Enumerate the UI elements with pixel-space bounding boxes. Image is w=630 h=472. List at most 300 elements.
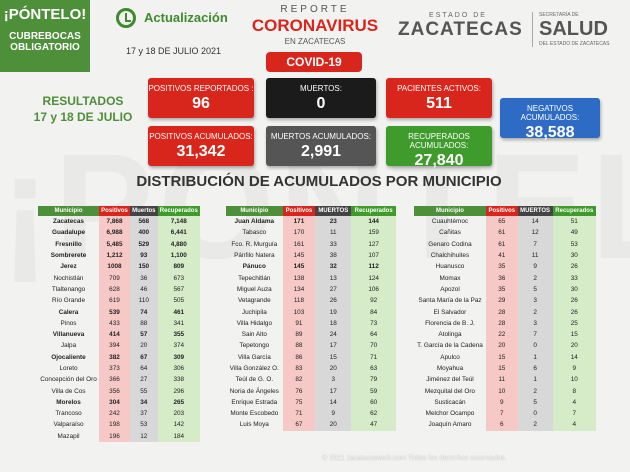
positives-cell: 35 xyxy=(486,284,518,295)
positives-cell: 83 xyxy=(283,363,316,374)
table-row xyxy=(38,352,200,363)
recovered-cell: 309 xyxy=(158,352,200,363)
deaths-cell: 12 xyxy=(130,431,158,442)
deaths-cell: 110 xyxy=(130,295,158,306)
municipality-cell: Moyahua xyxy=(436,365,464,372)
salud-small-bottom: DEL ESTADO DE ZACATECAS xyxy=(539,41,610,47)
recovered-cell: 809 xyxy=(158,261,200,272)
results-line2: 17 y 18 DE JULIO xyxy=(33,110,133,124)
box-value: 27,840 xyxy=(414,152,464,169)
table-row xyxy=(38,340,200,351)
positives-cell: 76 xyxy=(283,385,316,396)
box-value: 38,588 xyxy=(525,124,575,141)
box-label: RECUPERADOS ACUMULADOS: xyxy=(408,132,470,150)
deaths-cell: 17 xyxy=(315,385,351,396)
positives-cell: 82 xyxy=(283,374,316,385)
estado-big: ZACATECAS xyxy=(398,19,523,40)
report-line3: EN ZACATECAS xyxy=(284,37,346,46)
table-row xyxy=(38,419,200,430)
municipality-cell: Genaro Codina xyxy=(428,240,472,248)
table-row xyxy=(414,318,596,329)
municipality-table-3 xyxy=(414,206,596,431)
deaths-cell: 18 xyxy=(315,318,351,329)
recovered-cell: 112 xyxy=(351,261,396,272)
report-line2: CORONAVIRUS xyxy=(251,16,379,35)
mask-badge xyxy=(0,0,90,72)
table-row xyxy=(38,295,200,306)
table-row xyxy=(226,352,396,363)
box-label: POSITIVOS REPORTADOS : xyxy=(148,84,254,93)
positives-cell: 35 xyxy=(486,261,518,272)
positives-cell: 356 xyxy=(99,385,130,396)
deaths-cell: 26 xyxy=(315,295,351,306)
column-header: Muertos xyxy=(130,206,158,216)
pacientes-activos-box xyxy=(386,78,492,118)
box-value: 511 xyxy=(426,95,452,112)
positives-cell: 145 xyxy=(283,261,316,272)
recovered-cell: 4 xyxy=(553,397,596,408)
municipality-cell: Sombrerete xyxy=(50,252,87,260)
recovered-cell: 9 xyxy=(553,363,596,374)
recovered-cell: 4,880 xyxy=(158,239,200,250)
deaths-cell: 0 xyxy=(518,408,553,419)
positives-cell: 134 xyxy=(283,284,316,295)
municipality-cell: Atolinga xyxy=(438,331,462,339)
recovered-cell: 15 xyxy=(553,329,596,340)
estado-logo xyxy=(398,12,523,41)
badge-line1: ¡PÓNTELO! xyxy=(3,6,87,23)
table-row xyxy=(226,397,396,408)
deaths-cell: 3 xyxy=(315,374,351,385)
municipality-cell: Miguel Auza xyxy=(236,285,272,293)
table-row xyxy=(414,397,596,408)
deaths-cell: 88 xyxy=(130,318,158,329)
municipality-cell: Villa García xyxy=(237,353,271,361)
recovered-cell: 64 xyxy=(351,329,396,340)
deaths-cell: 64 xyxy=(130,363,158,374)
table-row xyxy=(226,227,396,238)
box-value: 31,342 xyxy=(176,143,226,160)
deaths-cell: 24 xyxy=(315,329,351,340)
table-row xyxy=(414,306,596,317)
results-heading xyxy=(28,93,138,125)
deaths-cell: 9 xyxy=(518,261,553,272)
municipality-cell: Nochistlán xyxy=(53,274,84,282)
positives-cell: 366 xyxy=(99,374,130,385)
deaths-cell: 2 xyxy=(518,385,553,396)
positives-cell: 628 xyxy=(99,284,130,295)
recovered-cell: 53 xyxy=(553,239,596,250)
table-row xyxy=(414,227,596,238)
deaths-cell: 20 xyxy=(315,363,351,374)
table-row xyxy=(38,216,200,227)
recovered-cell: 79 xyxy=(351,374,396,385)
municipality-cell: Calera xyxy=(58,308,79,316)
column-header: Positivos xyxy=(99,206,130,216)
positives-cell: 41 xyxy=(486,250,518,261)
muertos-box xyxy=(266,78,376,118)
deaths-cell: 150 xyxy=(130,261,158,272)
table-row xyxy=(226,250,396,261)
recovered-cell: 33 xyxy=(553,272,596,283)
municipality-cell: Florencia de B. J. xyxy=(425,319,475,327)
table-header-row xyxy=(38,206,200,216)
table-row xyxy=(38,284,200,295)
table-row xyxy=(414,419,596,430)
positives-cell: 170 xyxy=(283,227,316,238)
recovered-cell: 84 xyxy=(351,306,396,317)
municipality-cell: Tepetongo xyxy=(239,342,270,350)
table-row xyxy=(414,261,596,272)
positives-cell: 103 xyxy=(283,306,316,317)
municipality-cell: Jerez xyxy=(60,263,77,271)
deaths-cell: 37 xyxy=(130,408,158,419)
positives-cell: 71 xyxy=(283,408,316,419)
recovered-cell: 30 xyxy=(553,284,596,295)
box-label: PACIENTES ACTIVOS: xyxy=(397,84,481,93)
deaths-cell: 46 xyxy=(130,284,158,295)
municipality-cell: Río Grande xyxy=(51,297,86,305)
table-row xyxy=(38,318,200,329)
deaths-cell: 6 xyxy=(518,363,553,374)
clock-icon xyxy=(116,8,136,28)
box-value: 0 xyxy=(316,95,326,112)
positives-cell: 28 xyxy=(486,306,518,317)
municipality-cell: Vetagrande xyxy=(237,297,271,305)
box-value: 2,991 xyxy=(300,143,342,160)
positives-cell: 198 xyxy=(99,419,130,430)
report-logo xyxy=(250,4,380,46)
municipality-cell: Villa de Cos xyxy=(51,387,86,395)
table-row xyxy=(38,306,200,317)
recuperados-acumulados-box xyxy=(386,126,492,169)
deaths-cell: 20 xyxy=(130,340,158,351)
recovered-cell: 184 xyxy=(158,431,200,442)
table-row xyxy=(226,239,396,250)
deaths-cell: 2 xyxy=(518,419,553,430)
recovered-cell: 203 xyxy=(158,408,200,419)
positives-cell: 75 xyxy=(283,397,316,408)
positives-cell: 6 xyxy=(486,419,518,430)
column-header: Municipio xyxy=(226,206,283,216)
municipality-cell: Santa María de la Paz xyxy=(418,297,482,305)
table-row xyxy=(38,374,200,385)
deaths-cell: 32 xyxy=(315,261,351,272)
deaths-cell: 7 xyxy=(518,239,553,250)
positives-cell: 15 xyxy=(486,352,518,363)
municipality-cell: Momax xyxy=(439,274,461,282)
table-row xyxy=(414,408,596,419)
municipality-cell: Pinos xyxy=(60,319,77,327)
municipality-cell: Loreto xyxy=(59,365,78,372)
recovered-cell: 341 xyxy=(158,318,200,329)
positives-cell: 67 xyxy=(283,419,316,430)
table-row xyxy=(38,408,200,419)
municipality-cell: Jiménez del Teúl xyxy=(426,376,474,384)
positives-cell: 394 xyxy=(99,340,130,351)
positives-cell: 61 xyxy=(486,227,518,238)
recovered-cell: 505 xyxy=(158,295,200,306)
recovered-cell: 26 xyxy=(553,261,596,272)
deaths-cell: 93 xyxy=(130,250,158,261)
table-row xyxy=(38,261,200,272)
deaths-cell: 19 xyxy=(315,306,351,317)
negativos-acumulados-box xyxy=(500,98,600,141)
column-header: MUERTOS xyxy=(315,206,351,216)
deaths-cell: 14 xyxy=(315,397,351,408)
deaths-cell: 27 xyxy=(130,374,158,385)
municipality-cell: Monte Escobedo xyxy=(230,410,279,418)
municipality-cell: Fco. R. Murguía xyxy=(231,240,278,248)
municipality-cell: Villanueva xyxy=(52,331,85,339)
positives-cell: 15 xyxy=(486,363,518,374)
deaths-cell: 33 xyxy=(315,239,351,250)
salud-small-top: SECRETARÍA DE xyxy=(539,12,579,18)
positives-cell: 382 xyxy=(99,352,130,363)
watermark: © 2021 zacatecasweb.com Todos los derechos reservados. xyxy=(322,455,507,462)
recovered-cell: 144 xyxy=(351,216,396,227)
table-row xyxy=(226,419,396,430)
recovered-cell: 73 xyxy=(351,318,396,329)
positives-cell: 145 xyxy=(283,250,316,261)
municipality-cell: Enrique Estrada xyxy=(231,398,278,406)
deaths-cell: 53 xyxy=(130,419,158,430)
deaths-cell: 34 xyxy=(130,397,158,408)
positives-cell: 86 xyxy=(283,352,316,363)
municipality-cell: Ojocaliente xyxy=(51,353,86,361)
municipality-cell: Zacatecas xyxy=(53,218,84,226)
table-row xyxy=(226,363,396,374)
recovered-cell: 7 xyxy=(553,408,596,419)
recovered-cell: 296 xyxy=(158,385,200,396)
municipality-cell: Teúl de G. O. xyxy=(235,376,274,384)
municipality-cell: Melchor Ocampo xyxy=(425,410,475,418)
positives-cell: 619 xyxy=(99,295,130,306)
deaths-cell: 23 xyxy=(315,216,351,227)
positives-cell: 9 xyxy=(486,397,518,408)
positives-cell: 414 xyxy=(99,329,130,340)
recovered-cell: 26 xyxy=(553,306,596,317)
column-header: Positivos xyxy=(283,206,316,216)
recovered-cell: 60 xyxy=(351,397,396,408)
municipality-cell: Apulco xyxy=(440,353,460,361)
positives-cell: 304 xyxy=(99,397,130,408)
table-row xyxy=(38,227,200,238)
municipality-cell: Tabasco xyxy=(242,229,267,237)
recovered-cell: 63 xyxy=(351,363,396,374)
positives-cell: 7,868 xyxy=(99,216,130,227)
recovered-cell: 26 xyxy=(553,295,596,306)
table-row xyxy=(414,385,596,396)
deaths-cell: 67 xyxy=(130,352,158,363)
deaths-cell: 3 xyxy=(518,318,553,329)
municipality-cell: Joaquín Amaro xyxy=(428,421,472,429)
table-row xyxy=(226,284,396,295)
recovered-cell: 92 xyxy=(351,295,396,306)
deaths-cell: 57 xyxy=(130,329,158,340)
recovered-cell: 374 xyxy=(158,340,200,351)
badge-line3: OBLIGATORIO xyxy=(10,42,80,53)
positives-cell: 89 xyxy=(283,329,316,340)
deaths-cell: 2 xyxy=(518,272,553,283)
municipality-cell: Trancoso xyxy=(55,410,82,418)
deaths-cell: 9 xyxy=(315,408,351,419)
recovered-cell: 673 xyxy=(158,272,200,283)
results-line1: RESULTADOS xyxy=(42,94,124,108)
table-row xyxy=(38,329,200,340)
positives-cell: 36 xyxy=(486,272,518,283)
deaths-cell: 11 xyxy=(518,250,553,261)
municipality-table-2 xyxy=(226,206,396,431)
recovered-cell: 20 xyxy=(553,340,596,351)
municipality-cell: Morelos xyxy=(56,398,81,406)
table-row xyxy=(226,408,396,419)
positives-cell: 29 xyxy=(486,295,518,306)
municipality-cell: Cañitas xyxy=(439,229,461,237)
badge-line2: CUBREBOCAS xyxy=(9,31,81,42)
municipality-cell: Juan Aldama xyxy=(234,218,275,226)
estado-small: ESTADO DE xyxy=(429,12,487,19)
deaths-cell: 13 xyxy=(315,272,351,283)
positives-cell: 196 xyxy=(99,431,130,442)
column-header: Municipio xyxy=(414,206,486,216)
positives-cell: 138 xyxy=(283,272,316,283)
municipality-cell: Valparaíso xyxy=(53,421,84,429)
deaths-cell: 0 xyxy=(518,340,553,351)
recovered-cell: 10 xyxy=(553,374,596,385)
municipality-cell: Cuauhtémoc xyxy=(431,218,469,226)
table-row xyxy=(226,374,396,385)
municipality-cell: T. García de la Cadena xyxy=(417,342,483,350)
table-row xyxy=(414,239,596,250)
deaths-cell: 55 xyxy=(130,385,158,396)
deaths-cell: 5 xyxy=(518,284,553,295)
positives-cell: 242 xyxy=(99,408,130,419)
recovered-cell: 107 xyxy=(351,250,396,261)
positives-cell: 373 xyxy=(99,363,130,374)
table-row xyxy=(414,272,596,283)
table-row xyxy=(226,306,396,317)
positives-cell: 28 xyxy=(486,318,518,329)
update-date: 17 y 18 DE JULIO 2021 xyxy=(126,46,222,56)
box-label: POSITIVOS ACUMULADOS: xyxy=(149,132,253,141)
column-header: Recuperados xyxy=(553,206,596,216)
table-row xyxy=(226,295,396,306)
municipality-cell: Susticacán xyxy=(434,398,466,406)
recovered-cell: 127 xyxy=(351,239,396,250)
table-row xyxy=(414,363,596,374)
deaths-cell: 15 xyxy=(315,352,351,363)
positives-cell: 91 xyxy=(283,318,316,329)
table-header-row xyxy=(226,206,396,216)
box-value: 96 xyxy=(192,95,210,112)
table-row xyxy=(226,318,396,329)
table-row xyxy=(414,295,596,306)
report-line1: REPORTE xyxy=(280,4,350,15)
table-row xyxy=(38,272,200,283)
recovered-cell: 106 xyxy=(351,284,396,295)
column-header: Recuperados xyxy=(158,206,200,216)
table-row xyxy=(414,329,596,340)
table-row xyxy=(414,352,596,363)
municipality-cell: Pánfilo Natera xyxy=(234,252,275,260)
positivos-acumulados-box xyxy=(148,126,254,166)
table-row xyxy=(414,284,596,295)
table-row xyxy=(226,216,396,227)
municipality-cell: El Salvador xyxy=(433,308,467,316)
recovered-cell: 25 xyxy=(553,318,596,329)
positives-cell: 6,988 xyxy=(99,227,130,238)
muertos-acumulados-box xyxy=(266,126,376,166)
municipality-cell: Chalchihuites xyxy=(430,252,470,260)
table-row xyxy=(38,250,200,261)
deaths-cell: 1 xyxy=(518,352,553,363)
table-row xyxy=(38,363,200,374)
recovered-cell: 8 xyxy=(553,385,596,396)
recovered-cell: 7,148 xyxy=(158,216,200,227)
column-header: Positivos xyxy=(486,206,518,216)
salud-big: SALUD xyxy=(539,18,608,40)
positives-cell: 65 xyxy=(486,216,518,227)
table-row xyxy=(414,250,596,261)
positives-cell: 171 xyxy=(283,216,316,227)
municipality-cell: Noria de Ángeles xyxy=(229,387,279,395)
recovered-cell: 142 xyxy=(158,419,200,430)
deaths-cell: 12 xyxy=(518,227,553,238)
deaths-cell: 7 xyxy=(518,329,553,340)
municipality-table-1 xyxy=(38,206,200,442)
deaths-cell: 38 xyxy=(315,250,351,261)
positives-cell: 1,212 xyxy=(99,250,130,261)
table-row xyxy=(226,261,396,272)
deaths-cell: 36 xyxy=(130,272,158,283)
deaths-cell: 400 xyxy=(130,227,158,238)
municipality-cell: Tepechitlán xyxy=(238,274,271,282)
update-title: Actualización xyxy=(144,10,228,25)
positives-cell: 118 xyxy=(283,295,316,306)
column-header: MUERTOS xyxy=(518,206,553,216)
positivos-reportados-box xyxy=(148,78,254,118)
box-label: MUERTOS: xyxy=(300,84,342,93)
recovered-cell: 47 xyxy=(351,419,396,430)
recovered-cell: 265 xyxy=(158,397,200,408)
municipality-cell: Fresnillo xyxy=(55,240,82,248)
table-row xyxy=(414,216,596,227)
table-header-row xyxy=(414,206,596,216)
positives-cell: 20 xyxy=(486,340,518,351)
municipality-cell: Concepción del Oro xyxy=(40,376,97,384)
positives-cell: 10 xyxy=(486,385,518,396)
recovered-cell: 70 xyxy=(351,340,396,351)
deaths-cell: 1 xyxy=(518,374,553,385)
table-row xyxy=(38,431,200,442)
table-row xyxy=(38,397,200,408)
recovered-cell: 6,441 xyxy=(158,227,200,238)
column-header: Recuperados xyxy=(351,206,396,216)
municipality-cell: Pánuco xyxy=(242,263,266,271)
recovered-cell: 71 xyxy=(351,352,396,363)
municipality-cell: Apozol xyxy=(440,285,460,293)
box-label: NEGATIVOS ACUMULADOS: xyxy=(520,104,580,122)
recovered-cell: 14 xyxy=(553,352,596,363)
deaths-cell: 3 xyxy=(518,295,553,306)
deaths-cell: 2 xyxy=(518,306,553,317)
positives-cell: 7 xyxy=(486,408,518,419)
table-row xyxy=(38,239,200,250)
deaths-cell: 5 xyxy=(518,397,553,408)
distribution-title: DISTRIBUCIÓN DE ACUMULADOS POR MUNICIPIO xyxy=(136,173,502,190)
recovered-cell: 124 xyxy=(351,272,396,283)
